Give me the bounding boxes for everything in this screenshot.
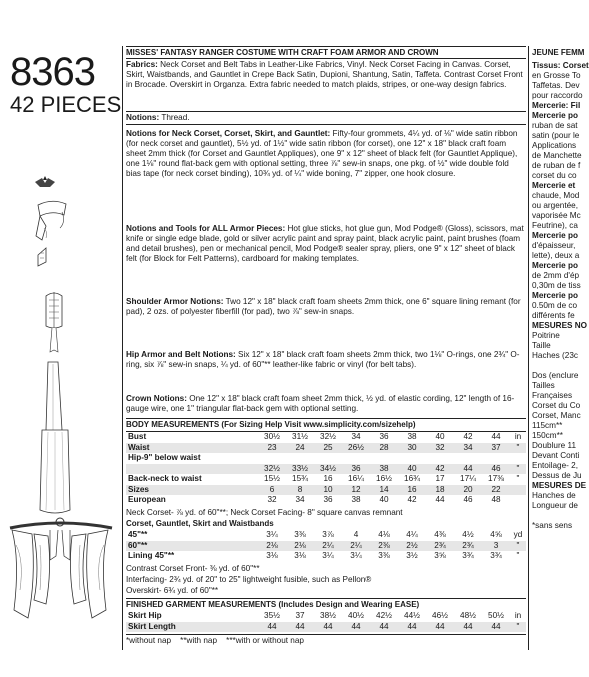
body-measurement-cell: 16 — [407, 484, 417, 494]
body-measurement-cell: 26½ — [348, 442, 364, 452]
yardage-cell: 4⅝ — [490, 530, 502, 539]
crown-illustration — [35, 176, 55, 187]
body-measurement-cell: 44 — [463, 463, 473, 473]
body-measurement-cell: 24 — [295, 442, 305, 452]
body-measurement-cell: 38 — [407, 432, 417, 441]
body-measurement-cell: 16¾ — [404, 474, 420, 483]
finished-measurement-cell: 40½ — [348, 611, 364, 620]
main-column — [126, 46, 526, 646]
french-line: de 2mm d'ép — [532, 271, 580, 280]
costume-illustrations — [0, 0, 122, 677]
body-measurement-row — [126, 443, 526, 454]
french-line: 150cm** — [532, 431, 563, 440]
body-measurement-row-label: Hip-9" below waist — [128, 453, 201, 462]
shoulder-armor-illustration — [36, 201, 66, 240]
title-rule — [126, 58, 526, 59]
body-measurement-row — [126, 485, 526, 496]
body-measurement-row — [126, 474, 526, 485]
body-measurement-cell: 42 — [407, 495, 417, 504]
french-line: Haches (23c — [532, 351, 578, 360]
body-measurement-cell: 15¾ — [292, 474, 308, 483]
french-line: 115cm** — [532, 421, 563, 430]
yardage-cell: 2¼ — [322, 540, 334, 550]
body-measurement-cell: 36 — [323, 495, 333, 504]
body-measurement-row — [126, 432, 526, 443]
body-measurement-cell: 34 — [463, 442, 473, 452]
french-line: Applications — [532, 141, 577, 150]
yardage-cell: 3⅛ — [266, 551, 278, 560]
body-measurement-cell: 14 — [379, 484, 389, 494]
body-measurement-cell: " — [516, 474, 520, 483]
yardage-cell: 3⅝ — [434, 551, 446, 560]
body-measurement-cell: 17 — [435, 474, 445, 483]
interfacing-yardage: Interfacing- 2¾ yd. of 20" to 25" lightweight fusible, such as Pellon® — [126, 575, 372, 584]
french-line: 0.50m de co — [532, 301, 578, 310]
body-measurement-cell: 42 — [463, 432, 473, 441]
french-line: ruban de sat — [532, 121, 578, 130]
yardage-cell: 4⅜ — [434, 530, 446, 539]
finished-measurement-cell: 44 — [491, 621, 501, 631]
finished-measurement-cell: 35½ — [264, 611, 280, 620]
yardage-cell: " — [516, 540, 520, 550]
crown-notions-text: Crown Notions: One 12" x 18" black craft foam sheet 2mm thick, ½ yd. of elastic cording, 12" length of 16-gauge wire, one 1" triangular flat-back gem with optional setting. — [126, 394, 515, 413]
corset-illustration — [46, 292, 62, 352]
french-line: Tailles — [532, 381, 555, 390]
french-line — [532, 361, 570, 371]
yardage-row — [126, 551, 526, 562]
french-line: de Manchette — [532, 151, 582, 160]
garment-title: MISSES' FANTASY RANGER COSTUME WITH CRAFT FOAM ARMOR AND CROWN — [126, 48, 439, 57]
hip-notions-text: Hip Armor and Belt Notions: Six 12" x 18" black craft foam sheets 2mm thick, two 1⅛" O-rings, one 2¾" O-ring, six ⅞" sew-in snaps, ¼ yd. of 60"** leather-like fabric or vinyl (for belt tabs). — [126, 350, 520, 369]
finished-measurement-cell: 44 — [323, 621, 333, 631]
body-measurement-cell: 22 — [491, 484, 501, 494]
body-measurement-cell: 44 — [435, 495, 445, 504]
notions-rule — [126, 124, 526, 125]
french-line: Dos (enclure — [532, 371, 579, 380]
french-line: Devant Conti — [532, 451, 580, 460]
body-measurement-cell: 36 — [379, 432, 389, 441]
gauntlet-illustration — [38, 248, 46, 266]
body-measurement-cell: 46 — [463, 495, 473, 504]
finished-measurement-row — [126, 622, 526, 633]
finished-measurement-cell: in — [514, 611, 522, 620]
finished-measurement-cell: 48½ — [460, 611, 476, 620]
yardage-cell: 3⅞ — [322, 530, 334, 539]
french-line: pour raccordo — [532, 91, 583, 100]
french-line: Mercerie po — [532, 291, 578, 300]
body-measurement-cell: 32½ — [264, 463, 280, 473]
french-line: Tissus: Corset — [532, 61, 589, 70]
yardage-row — [126, 541, 526, 552]
yardage-cell: 3¼ — [266, 530, 278, 539]
tools-text: Notions and Tools for ALL Armor Pieces: Hot glue sticks, hot glue gun, Mod Podge® (Gloss), scissors, mat knife or single edge blade, gold or silver acrylic paint and spray paint, black acrylic paint, paint brushes (foam and detail brushes), pen or mechanical pencil, Mod Podge® sealer spray, pliers, one 9" x 12" sheet of black felt (for Block for Felt Patterns), cardboard for making templates. — [126, 224, 524, 263]
yardage-cell: 3 — [493, 540, 499, 550]
corset-yardage-heading: Corset, Gauntlet, Skirt and Waistbands — [126, 519, 274, 528]
yardage-cell: 4 — [353, 530, 359, 539]
measurements-rule — [126, 418, 526, 419]
french-line: en Grosse To — [532, 71, 581, 80]
body-measurement-cell: 31½ — [292, 432, 308, 441]
yardage-cell: 3⅜ — [378, 551, 390, 560]
body-measurement-cell: 18 — [435, 484, 445, 494]
body-measurement-row-label: Bust — [128, 432, 147, 441]
french-line: Mercerie po — [532, 261, 578, 270]
french-line: satin (pour le — [532, 131, 580, 140]
french-line: Entoilage- 2, — [532, 461, 578, 470]
body-measurement-cell: 34 — [295, 495, 305, 504]
yardage-cell: 4½ — [462, 530, 474, 539]
french-line: Feutrine), ca — [532, 221, 578, 230]
yardage-cell: 4⅛ — [378, 530, 390, 539]
skirt-illustration — [40, 362, 70, 513]
french-line: Mercerie po — [532, 231, 578, 240]
finished-measurement-cell: 37 — [295, 611, 305, 620]
body-measurement-cell: 25 — [323, 442, 333, 452]
french-line: Mercerie: Fil — [532, 101, 581, 110]
body-measurement-row — [126, 464, 526, 475]
notions-neck-text: Notions for Neck Corset, Corset, Skirt, and Gauntlet: Fifty-four grommets, 4¼ yd. of ⅛" wide satin ribbon (for neck corset and gauntlet), 5½ yd. of 1½" wide satin ribbon (for corset), one 12" x 18" black craft foam sheet 2mm thick (for Corset and Gauntlet Appliques), one 9" x 12" sheet of black felt (for Gauntlet Applique), one 1⅛" round flat-back gem with optional setting, three ⅞" sew-in snaps, one pkg. of ½" wide double fold bias tape (for neck corset binding), 10¾ yd. of ¼" wide boning, 7" zipper, one hook closure. — [126, 129, 518, 178]
french-line: Doublure 11 — [532, 441, 576, 450]
finished-measurement-row-label: Skirt Length — [128, 621, 176, 631]
body-measurement-row-label: Back-neck to waist — [128, 474, 202, 483]
body-measurement-cell: 8 — [297, 484, 303, 494]
body-measurement-cell: 16 — [323, 474, 333, 483]
yardage-row — [126, 530, 526, 541]
body-measurements-table — [126, 432, 526, 506]
finished-measurement-cell: 44 — [407, 621, 417, 631]
french-line — [532, 511, 570, 521]
body-measurement-cell: 42 — [435, 463, 445, 473]
yardage-cell: " — [516, 551, 520, 560]
pattern-number: 8363 — [10, 50, 95, 94]
french-column — [532, 46, 589, 646]
body-measurement-cell: 33½ — [292, 463, 308, 473]
body-measurement-cell: 44 — [491, 432, 501, 441]
body-measurement-row — [126, 495, 526, 506]
finished-rule — [126, 598, 526, 599]
body-measurement-cell: in — [514, 432, 522, 441]
french-line: chaude, Mod — [532, 191, 580, 200]
body-measurement-cell: 28 — [379, 442, 389, 452]
overskirt-yardage: Overskirt- 6¾ yd. of 60"** — [126, 586, 219, 595]
french-line: Mercerie et — [532, 181, 576, 190]
finished-measurements-heading: FINISHED GARMENT MEASUREMENTS (Includes Design and Wearing EASE) — [126, 600, 420, 609]
shoulder-notions-text: Shoulder Armor Notions: Two 12" x 18" black craft foam sheets 2mm thick, one 6" square lining remant (for pad), 2 ozs. of polyester fiberfill (for pad), two ⅞" sew-in snaps. — [126, 297, 521, 316]
finished-measurement-row — [126, 611, 526, 622]
body-measurement-cell: 10 — [323, 484, 333, 494]
body-measurement-cell: 32 — [435, 442, 445, 452]
body-measurement-row — [126, 453, 526, 464]
finished-measurement-cell: 50½ — [488, 611, 504, 620]
french-line: Longueur de — [532, 501, 578, 510]
french-line: Hanches de — [532, 491, 576, 500]
column-divider-right — [528, 46, 529, 650]
top-rule — [126, 46, 526, 47]
yardage-cell: 2½ — [406, 540, 418, 550]
body-measurement-cell: 30½ — [264, 432, 280, 441]
yardage-table — [126, 530, 526, 562]
body-measurement-cell: 40 — [435, 432, 445, 441]
french-line: ou argentée, — [532, 201, 578, 210]
french-line: MESURES DE — [532, 481, 587, 490]
finished-measurement-cell: " — [516, 621, 520, 631]
yardage-row-label: Lining 45"** — [128, 551, 175, 560]
french-line: Corset, Manc — [532, 411, 581, 420]
body-measurement-row-label: Waist — [128, 442, 150, 452]
body-measurement-cell: 17¼ — [460, 474, 476, 483]
body-measurement-cell: 6 — [269, 484, 275, 494]
french-line: Poitrine — [532, 331, 560, 340]
french-line: MESURES NO — [532, 321, 588, 330]
body-measurement-cell: " — [516, 463, 520, 473]
piece-count: 42 PIECES — [10, 92, 122, 117]
finished-measurement-cell: 44 — [463, 621, 473, 631]
body-measurement-cell: 15½ — [264, 474, 280, 483]
column-divider-left — [122, 46, 123, 650]
french-line: *sans sens — [532, 521, 573, 530]
body-measurement-cell: 32½ — [320, 432, 336, 441]
body-measurement-cell: 46 — [491, 463, 501, 473]
body-measurement-cell: 32 — [267, 495, 277, 504]
french-line: différents fe — [532, 311, 575, 320]
yardage-cell: 2¾ — [434, 540, 446, 550]
yardage-cell: 3¼ — [350, 551, 362, 560]
yardage-cell: 4¼ — [406, 530, 418, 539]
body-measurement-cell: 30 — [407, 442, 417, 452]
finished-measurement-cell: 44 — [435, 621, 445, 631]
yardage-cell: 3⅛ — [294, 551, 306, 560]
body-measurement-cell: 40 — [379, 495, 389, 504]
yardage-cell: 3¾ — [462, 551, 474, 560]
finished-measurement-cell: 44 — [351, 621, 361, 631]
body-measurement-cell: 48 — [491, 495, 501, 504]
notions-text: Notions: Thread. — [126, 113, 190, 122]
yardage-cell: 2⅜ — [378, 540, 390, 550]
fabrics-rule — [126, 111, 526, 112]
finished-measurement-cell: 38½ — [320, 611, 336, 620]
finished-measurement-cell: 44 — [267, 621, 277, 631]
body-measurement-cell: 34½ — [320, 463, 336, 473]
yardage-cell: 3½ — [406, 551, 418, 560]
hip-armor-illustration — [10, 518, 112, 618]
finished-measurement-row-label: Skirt Hip — [128, 611, 162, 620]
finished-measurement-cell: 44 — [379, 621, 389, 631]
finished-measurements-table — [126, 611, 526, 632]
yardage-cell: 2¼ — [350, 540, 362, 550]
neck-corset-yardage: Neck Corset- ⅞ yd. of 60"**; Neck Corset Facing- 8" square canvas remnant — [126, 508, 403, 517]
yardage-row-label: 60"** — [128, 540, 148, 550]
footnote-rule — [126, 634, 526, 635]
body-measurement-cell: 23 — [267, 442, 277, 452]
yardage-row-label: 45"** — [128, 530, 148, 539]
body-measurement-cell: 36 — [351, 463, 361, 473]
yardage-cell: 3¾ — [490, 551, 502, 560]
yardage-cell: 2¾ — [462, 540, 474, 550]
finished-measurement-cell: 44½ — [404, 611, 420, 620]
body-measurement-cell: " — [516, 442, 520, 452]
fabrics-text: Fabrics: Neck Corset and Belt Tabs in Leather-Like Fabrics, Vinyl. Neck Corset Facing in Canvas. Corset, Skirt, Waistbands, and Gauntlet in Crepe Back Satin, Dupioni, Shantung, Satin, Taffeta. Contrast Corset Front in Brocade. Overskirt in Organza. Extra fabric needed to match plaids, stripes, or one-way design fabrics. — [126, 60, 523, 89]
french-line: d'épaisseur, — [532, 241, 576, 250]
french-title: JEUNE FEMM — [532, 48, 585, 57]
finished-measurement-cell: 46½ — [432, 611, 448, 620]
french-line: Mercerie po — [532, 111, 578, 120]
french-line: Taille — [532, 341, 551, 350]
french-line: Françaises — [532, 391, 573, 400]
body-measurement-row-label: European — [128, 495, 166, 504]
body-measurement-row-label: Sizes — [128, 484, 149, 494]
body-measurement-cell: 38 — [379, 463, 389, 473]
yardage-cell: 3¼ — [322, 551, 334, 560]
finished-measurement-cell: 42½ — [376, 611, 392, 620]
yardage-cell: 3⅜ — [294, 530, 306, 539]
yardage-cell: 2⅛ — [266, 540, 278, 550]
body-measurement-cell: 12 — [351, 484, 361, 494]
nap-footnote: *without nap **with nap ***with or without nap — [126, 636, 304, 645]
body-measurement-cell: 16¼ — [348, 474, 364, 483]
body-measurement-cell: 16½ — [376, 474, 392, 483]
french-line: Corset du Co — [532, 401, 581, 410]
french-line: lette), deux a — [532, 251, 580, 260]
yardage-cell: yd — [513, 530, 523, 539]
body-measurement-cell: 20 — [463, 484, 473, 494]
body-measurement-cell: 38 — [351, 495, 361, 504]
body-measurement-cell: 37 — [491, 442, 501, 452]
body-measurements-heading: BODY MEASUREMENTS (For Sizing Help Visit www.simplicity.com/sizehelp) — [126, 420, 416, 429]
french-line: vaporisée Mc — [532, 211, 581, 220]
body-measurement-cell: 17⅜ — [488, 474, 504, 483]
french-line: corset du co — [532, 171, 577, 180]
french-line: de ruban de f — [532, 161, 581, 170]
body-measurement-cell: 34 — [351, 432, 361, 441]
yardage-cell: 2⅛ — [294, 540, 306, 550]
french-line: Dessus de Ju — [532, 471, 582, 480]
finished-measurement-cell: 44 — [295, 621, 305, 631]
french-line: 0,30m de tiss — [532, 281, 581, 290]
body-measurement-cell: 40 — [407, 463, 417, 473]
contrast-yardage: Contrast Corset Front- ⅜ yd. of 60"** — [126, 564, 260, 573]
french-line: Taffetas. Dev — [532, 81, 580, 90]
